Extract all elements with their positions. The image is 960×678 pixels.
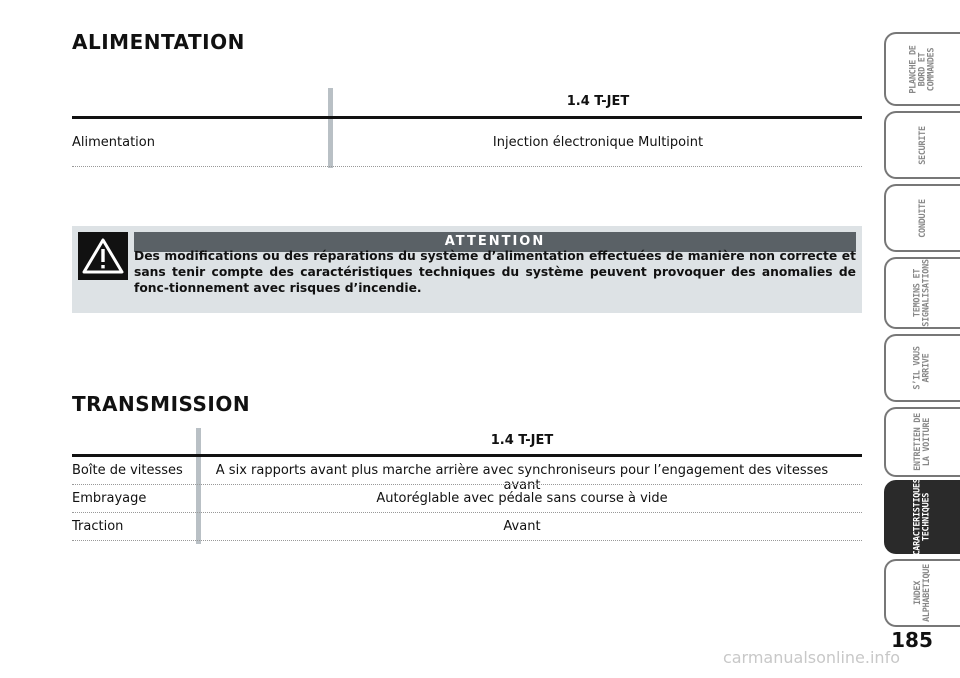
- attention-text: Des modifications ou des réparations du système d’alimentation effectuées de manière non correcte et sans tenir compte des caractéristiques techniques du système peuvent provoquer des anomalies de fonc-tionnement avec risques d’incendie.: [134, 249, 856, 295]
- tab-conduite[interactable]: [884, 184, 960, 252]
- tab-caracteristiques[interactable]: [884, 480, 960, 554]
- tab-label: CONDUITE: [917, 198, 928, 238]
- tab-label: INDEX ALPHABETIQUE: [913, 564, 932, 622]
- table-header: 1.4 T-JET: [490, 433, 554, 448]
- table-row: [72, 485, 862, 513]
- tab-temoins[interactable]: [884, 257, 960, 329]
- chapter-tabs: [884, 0, 960, 678]
- table-row: [72, 457, 862, 493]
- tab-label: S’IL VOUS ARRIVE: [912, 346, 932, 390]
- tab-entretien[interactable]: [884, 407, 960, 477]
- row-label: Traction: [72, 519, 124, 534]
- row-value: Autoréglable avec pédale sans course à vide: [376, 491, 668, 506]
- row-label: Boîte de vitesses: [72, 463, 183, 478]
- section-title-alimentation: ALIMENTATION: [72, 30, 245, 54]
- header-rule: [72, 116, 862, 119]
- table-row: [72, 513, 862, 541]
- row-value: A six rapports avant plus marche arrière avec synchroniseurs pour l’engagement des vitesses avant: [215, 463, 829, 493]
- tab-index[interactable]: [884, 559, 960, 627]
- tab-sil-vous-arrive[interactable]: [884, 334, 960, 402]
- attention-box: [72, 226, 862, 313]
- column-divider: [328, 88, 333, 168]
- row-value: Injection électronique Multipoint: [492, 135, 704, 150]
- attention-heading: ATTENTION: [134, 232, 856, 252]
- tab-securite[interactable]: [884, 111, 960, 179]
- row-rule: [72, 540, 862, 541]
- row-value: Avant: [503, 519, 541, 534]
- row-label: Alimentation: [72, 135, 155, 150]
- tab-label: CARACTERISTIQUES TECHNIQUES: [913, 478, 932, 556]
- tab-label: ENTRETIEN DE LA VOITURE: [913, 413, 932, 471]
- tab-label: PLANCHE DE BORD ET COMMANDES: [908, 44, 937, 94]
- watermark: carmanualsonline.info: [722, 648, 900, 667]
- tab-label: SECURITE: [917, 125, 928, 165]
- page-number: 185: [891, 628, 933, 652]
- tab-planche-de-bord[interactable]: [884, 32, 960, 106]
- section-title-transmission: TRANSMISSION: [72, 392, 251, 416]
- row-rule: [72, 166, 862, 167]
- table-header: 1.4 T-JET: [566, 94, 630, 109]
- row-label: Embrayage: [72, 491, 147, 506]
- transmission-table: [72, 428, 862, 544]
- alimentation-table: [72, 88, 862, 168]
- tab-label: TEMOINS ET SIGNALISATIONS: [912, 259, 932, 327]
